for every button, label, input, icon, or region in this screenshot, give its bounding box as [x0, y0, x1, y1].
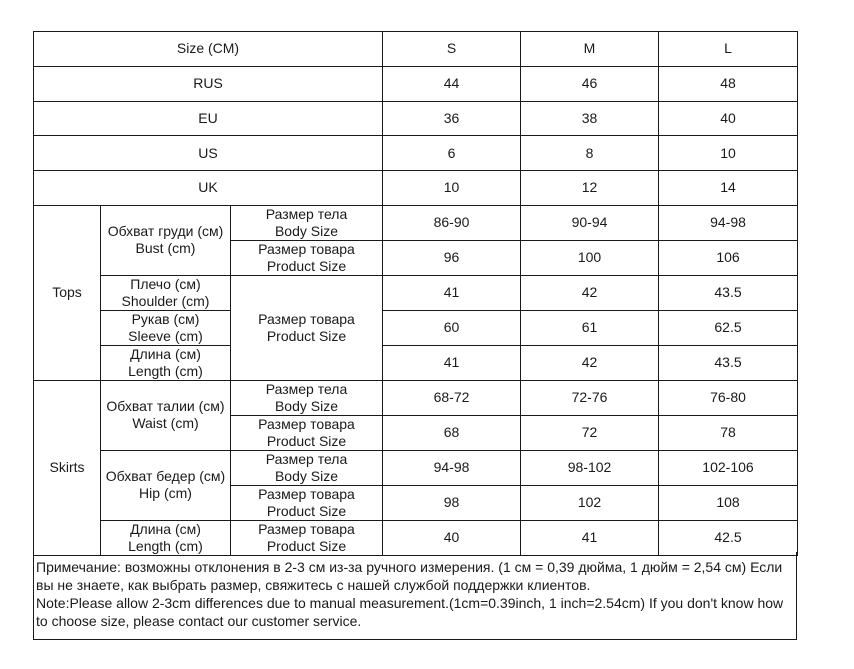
measure-en: Hip (cm) — [139, 485, 192, 502]
note-ru: Примечание: возможны отклонения в 2-3 см из-за ручного измерения. (1 см = 0,39 дюйма, 1 дюйм = 2,54 см) Если вы не знаете, как выбрать размер, свяжитесь с нашей службой поддержки клиентов. — [36, 559, 783, 593]
cell-m: 42 — [521, 275, 659, 310]
measure-en: Sleeve (cm) — [128, 327, 203, 344]
cell-s: 98 — [383, 485, 521, 520]
region-label: RUS — [34, 66, 383, 101]
size-header-label: Size (CM) — [34, 32, 383, 67]
tops-bust-body-row — [34, 205, 798, 240]
uk-row — [34, 171, 798, 206]
type-en: Body Size — [274, 397, 339, 414]
cell-l: 43.5 — [659, 345, 798, 380]
waist-measure-label — [101, 380, 231, 450]
measure-ru: Обхват талии (см) — [106, 398, 225, 415]
size-type-label — [231, 415, 383, 450]
cell-l: 43.5 — [659, 275, 798, 310]
type-en: Product Size — [266, 502, 347, 519]
cell-m: 72-76 — [521, 380, 659, 415]
measure-ru: Обхват бедер (см) — [105, 468, 226, 485]
cell-s: 60 — [383, 310, 521, 345]
size-type-label — [231, 275, 383, 380]
region-label: US — [34, 136, 383, 171]
rus-row — [34, 66, 798, 101]
cell-m: 102 — [521, 485, 659, 520]
shoulder-measure-label — [101, 275, 231, 310]
size-type-label — [231, 485, 383, 520]
type-ru: Размер товара — [258, 240, 355, 257]
measure-ru: Плечо (см) — [130, 275, 201, 292]
size-chart-table — [33, 31, 798, 556]
cell-m: 8 — [521, 136, 659, 171]
cell-s: 6 — [383, 136, 521, 171]
cell-m: 100 — [521, 240, 659, 275]
region-label: UK — [34, 171, 383, 206]
cell-m: 46 — [521, 66, 659, 101]
type-en: Product Size — [266, 327, 347, 344]
cell-l: 108 — [659, 485, 798, 520]
size-type-label — [231, 205, 383, 240]
measure-ru: Длина (см) — [130, 520, 201, 537]
type-ru: Размер тела — [265, 205, 348, 222]
measure-ru: Длина (см) — [130, 345, 201, 362]
type-en: Body Size — [274, 467, 339, 484]
cell-s: 41 — [383, 345, 521, 380]
cell-l: 42.5 — [659, 520, 798, 555]
region-label: EU — [34, 101, 383, 136]
length-measure-label — [101, 520, 231, 555]
cell-m: 12 — [521, 171, 659, 206]
type-ru: Размер тела — [265, 450, 348, 467]
cell-s: 41 — [383, 275, 521, 310]
measure-en: Shoulder (cm) — [121, 292, 210, 309]
cell-l: 14 — [659, 171, 798, 206]
cell-s: 40 — [383, 520, 521, 555]
type-en: Product Size — [266, 537, 347, 554]
skirts-length-row — [34, 520, 798, 555]
cell-s: 68 — [383, 415, 521, 450]
cell-m: 90-94 — [521, 205, 659, 240]
measure-en: Length (cm) — [128, 537, 203, 554]
cell-s: 10 — [383, 171, 521, 206]
cell-l: 10 — [659, 136, 798, 171]
cell-l: 76-80 — [659, 380, 798, 415]
type-en: Product Size — [266, 257, 347, 274]
size-type-label — [231, 520, 383, 555]
measure-en: Bust (cm) — [135, 240, 196, 257]
cell-m: 41 — [521, 520, 659, 555]
length-measure-label — [101, 345, 231, 380]
type-en: Body Size — [274, 222, 339, 239]
cell-l: 102-106 — [659, 450, 798, 485]
skirts-hip-body-row — [34, 450, 798, 485]
tops-shoulder-row — [34, 275, 798, 310]
cell-s: 36 — [383, 101, 521, 136]
cell-m: 98-102 — [521, 450, 659, 485]
eu-row — [34, 101, 798, 136]
measure-en: Length (cm) — [128, 362, 203, 379]
size-type-label — [231, 450, 383, 485]
skirts-category-label: Skirts — [34, 380, 101, 555]
size-l-header: L — [659, 32, 798, 67]
type-ru: Размер товара — [258, 310, 355, 327]
cell-s: 68-72 — [383, 380, 521, 415]
cell-m: 38 — [521, 101, 659, 136]
note-en: Note:Please allow 2-3cm differences due to manual measurement.(1cm=0.39inch, 1 inch=2.54cm) If you don't know how to choose size, please contact our customer service. — [36, 595, 784, 629]
cell-m: 72 — [521, 415, 659, 450]
type-ru: Размер тела — [265, 380, 348, 397]
cell-m: 42 — [521, 345, 659, 380]
tops-sleeve-row — [34, 310, 798, 345]
size-m-header: M — [521, 32, 659, 67]
header-row — [34, 32, 798, 67]
cell-s: 86-90 — [383, 205, 521, 240]
cell-m: 61 — [521, 310, 659, 345]
cell-l: 78 — [659, 415, 798, 450]
tops-category-label: Tops — [34, 205, 101, 380]
tops-length-row — [34, 345, 798, 380]
type-ru: Размер товара — [258, 520, 355, 537]
cell-s: 94-98 — [383, 450, 521, 485]
size-type-label — [231, 240, 383, 275]
size-type-label — [231, 380, 383, 415]
cell-l: 62.5 — [659, 310, 798, 345]
sleeve-measure-label — [101, 310, 231, 345]
size-note-box — [33, 552, 797, 640]
cell-s: 96 — [383, 240, 521, 275]
hip-measure-label — [101, 450, 231, 520]
bust-measure-label — [101, 205, 231, 275]
cell-l: 40 — [659, 101, 798, 136]
cell-l: 48 — [659, 66, 798, 101]
cell-s: 44 — [383, 66, 521, 101]
size-s-header: S — [383, 32, 521, 67]
measure-ru: Обхват груди (см) — [107, 223, 224, 240]
cell-l: 106 — [659, 240, 798, 275]
type-ru: Размер товара — [258, 415, 355, 432]
type-en: Product Size — [266, 432, 347, 449]
measure-en: Waist (cm) — [132, 415, 199, 432]
skirts-waist-body-row — [34, 380, 798, 415]
type-ru: Размер товара — [258, 485, 355, 502]
us-row — [34, 136, 798, 171]
cell-l: 94-98 — [659, 205, 798, 240]
measure-ru: Рукав (см) — [131, 310, 200, 327]
